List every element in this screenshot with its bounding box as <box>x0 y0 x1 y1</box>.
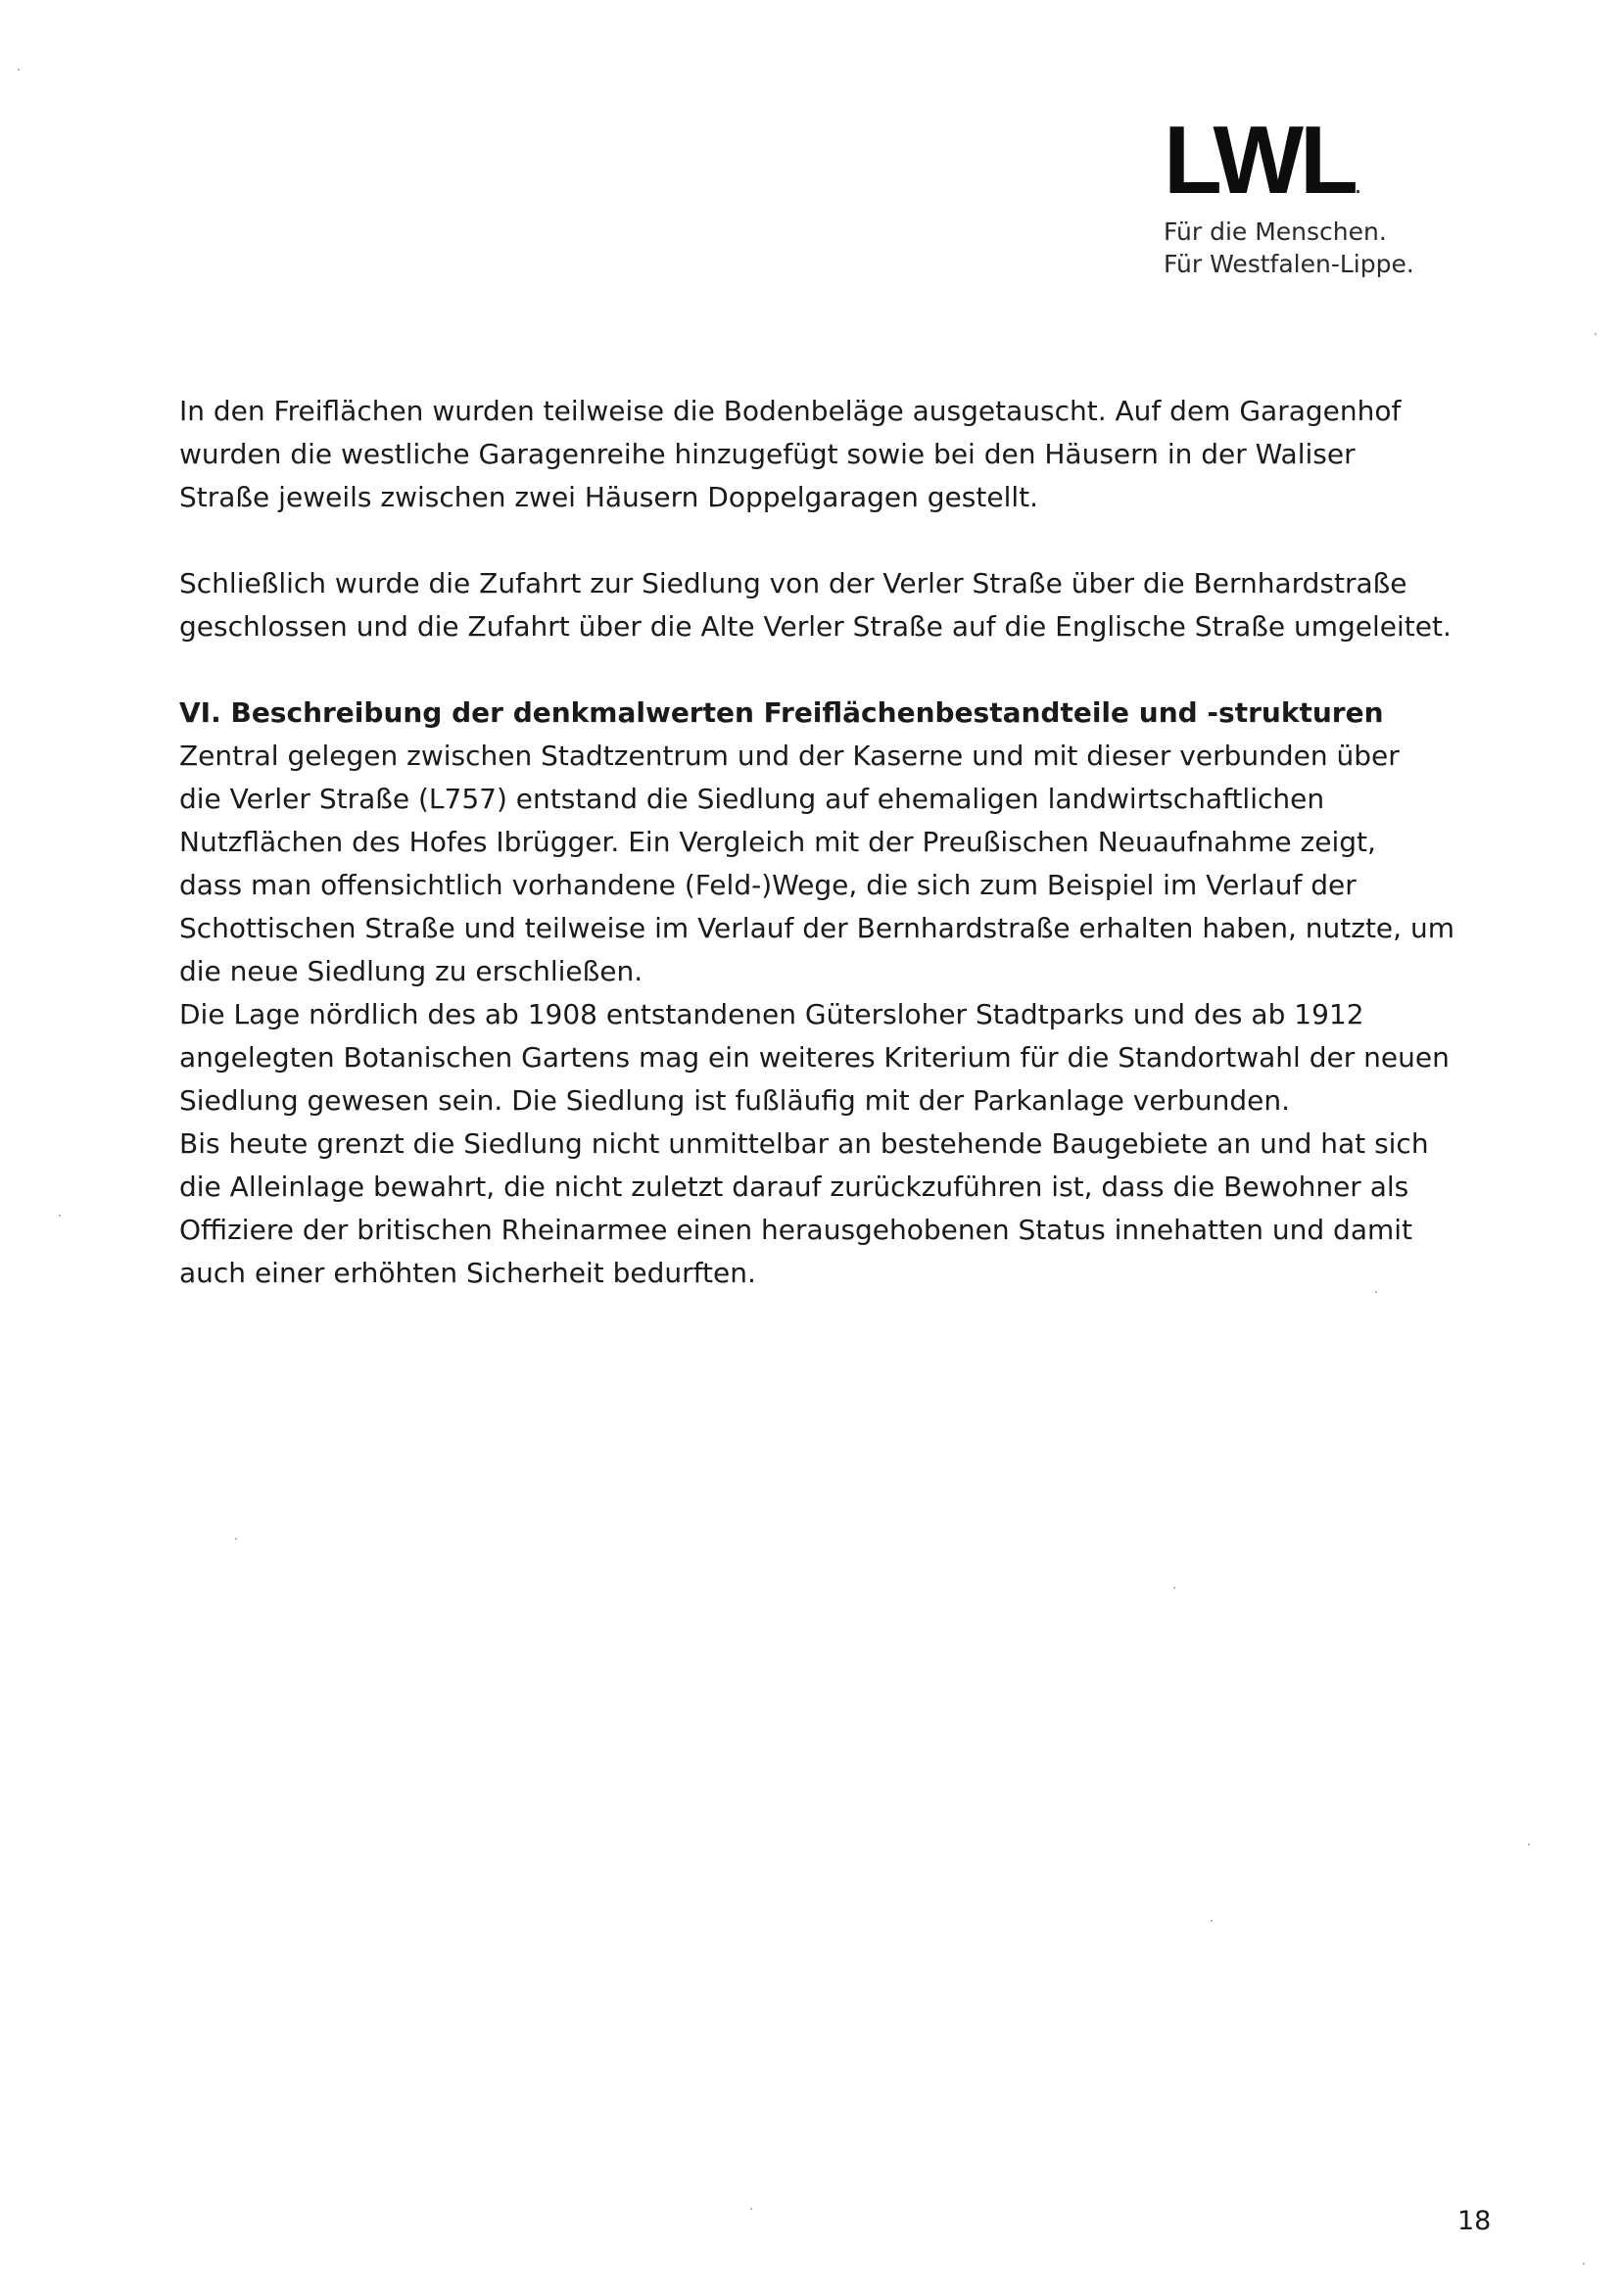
scan-speck <box>750 2208 752 2210</box>
text-line: die Verler Straße (L757) entstand die Siedlung auf ehemaligen landwirtschaftlichen <box>179 783 1325 815</box>
logo-dot <box>1357 190 1359 193</box>
page-number: 18 <box>1457 2206 1492 2236</box>
text-line: Siedlung gewesen sein. Die Siedlung ist fußläufig mit der Parkanlage verbunden. <box>179 1084 1290 1117</box>
scan-speck <box>1583 2263 1585 2265</box>
tagline-line-1: Für die Menschen. <box>1164 217 1387 246</box>
text-line: In den Freiflächen wurden teilweise die Bodenbeläge ausgetauscht. Auf dem Garagenhof <box>179 395 1402 427</box>
text-line: Offiziere der britischen Rheinarmee einen herausgehobenen Status innehatten und damit <box>179 1214 1413 1246</box>
text-line: die Alleinlage bewahrt, die nicht zuletzt darauf zurückzuführen ist, dass die Bewohner als <box>179 1171 1409 1203</box>
paragraph-3 <box>179 735 1492 1295</box>
text-line: Straße jeweils zwischen zwei Häusern Doppelgaragen gestellt. <box>179 481 1039 513</box>
paragraph-1 <box>179 390 1492 519</box>
section-heading: VI. Beschreibung der denkmalwerten Freiflächenbestandteile und -strukturen <box>179 696 1384 729</box>
text-line: Die Lage nördlich des ab 1908 entstandenen Gütersloher Stadtparks und des ab 1912 <box>179 998 1364 1030</box>
text-line: Nutzflächen des Hofes Ibrügger. Ein Vergleich mit der Preußischen Neuaufnahme zeigt, <box>179 826 1376 858</box>
scan-speck <box>1173 1587 1175 1589</box>
document-body <box>179 390 1492 1295</box>
scan-speck <box>59 1215 61 1217</box>
text-line: Schottischen Straße und teilweise im Verlauf der Bernhardstraße erhalten haben, nutzte, um <box>179 912 1454 944</box>
paragraph-2 <box>179 562 1492 648</box>
paragraph-gap <box>179 648 1492 692</box>
scan-speck <box>1595 333 1596 335</box>
paragraph-gap <box>179 519 1492 562</box>
text-line: dass man offensichtlich vorhandene (Feld-)Wege, die sich zum Beispiel im Verlauf der <box>179 869 1357 901</box>
lwl-logo <box>1164 106 1477 214</box>
scan-speck <box>18 69 20 71</box>
text-line: wurden die westliche Garagenreihe hinzugefügt sowie bei den Häusern in der Waliser <box>179 438 1356 470</box>
logo-tagline <box>1164 215 1477 280</box>
header-logo-block <box>1164 106 1477 280</box>
tagline-line-2: Für Westfalen-Lippe. <box>1164 250 1414 278</box>
logo-text: LWL <box>1164 106 1355 214</box>
text-line: Zentral gelegen zwischen Stadtzentrum und der Kaserne und mit dieser verbunden über <box>179 740 1400 772</box>
scan-speck <box>235 1538 237 1540</box>
scan-speck <box>1211 1920 1213 1922</box>
text-line: auch einer erhöhten Sicherheit bedurften. <box>179 1257 756 1289</box>
text-line: geschlossen und die Zufahrt über die Alte Verler Straße auf die Englische Straße umgeleitet. <box>179 610 1452 643</box>
text-line: Schließlich wurde die Zufahrt zur Siedlung von der Verler Straße über die Bernhardstraße <box>179 567 1407 599</box>
text-line: Bis heute grenzt die Siedlung nicht unmittelbar an bestehende Baugebiete an und hat sich <box>179 1127 1429 1160</box>
text-line: die neue Siedlung zu erschließen. <box>179 955 643 987</box>
scan-speck <box>1375 1291 1377 1293</box>
scan-speck <box>1528 1843 1530 1845</box>
text-line: angelegten Botanischen Gartens mag ein weiteres Kriterium für die Standortwahl der neuen <box>179 1041 1450 1074</box>
